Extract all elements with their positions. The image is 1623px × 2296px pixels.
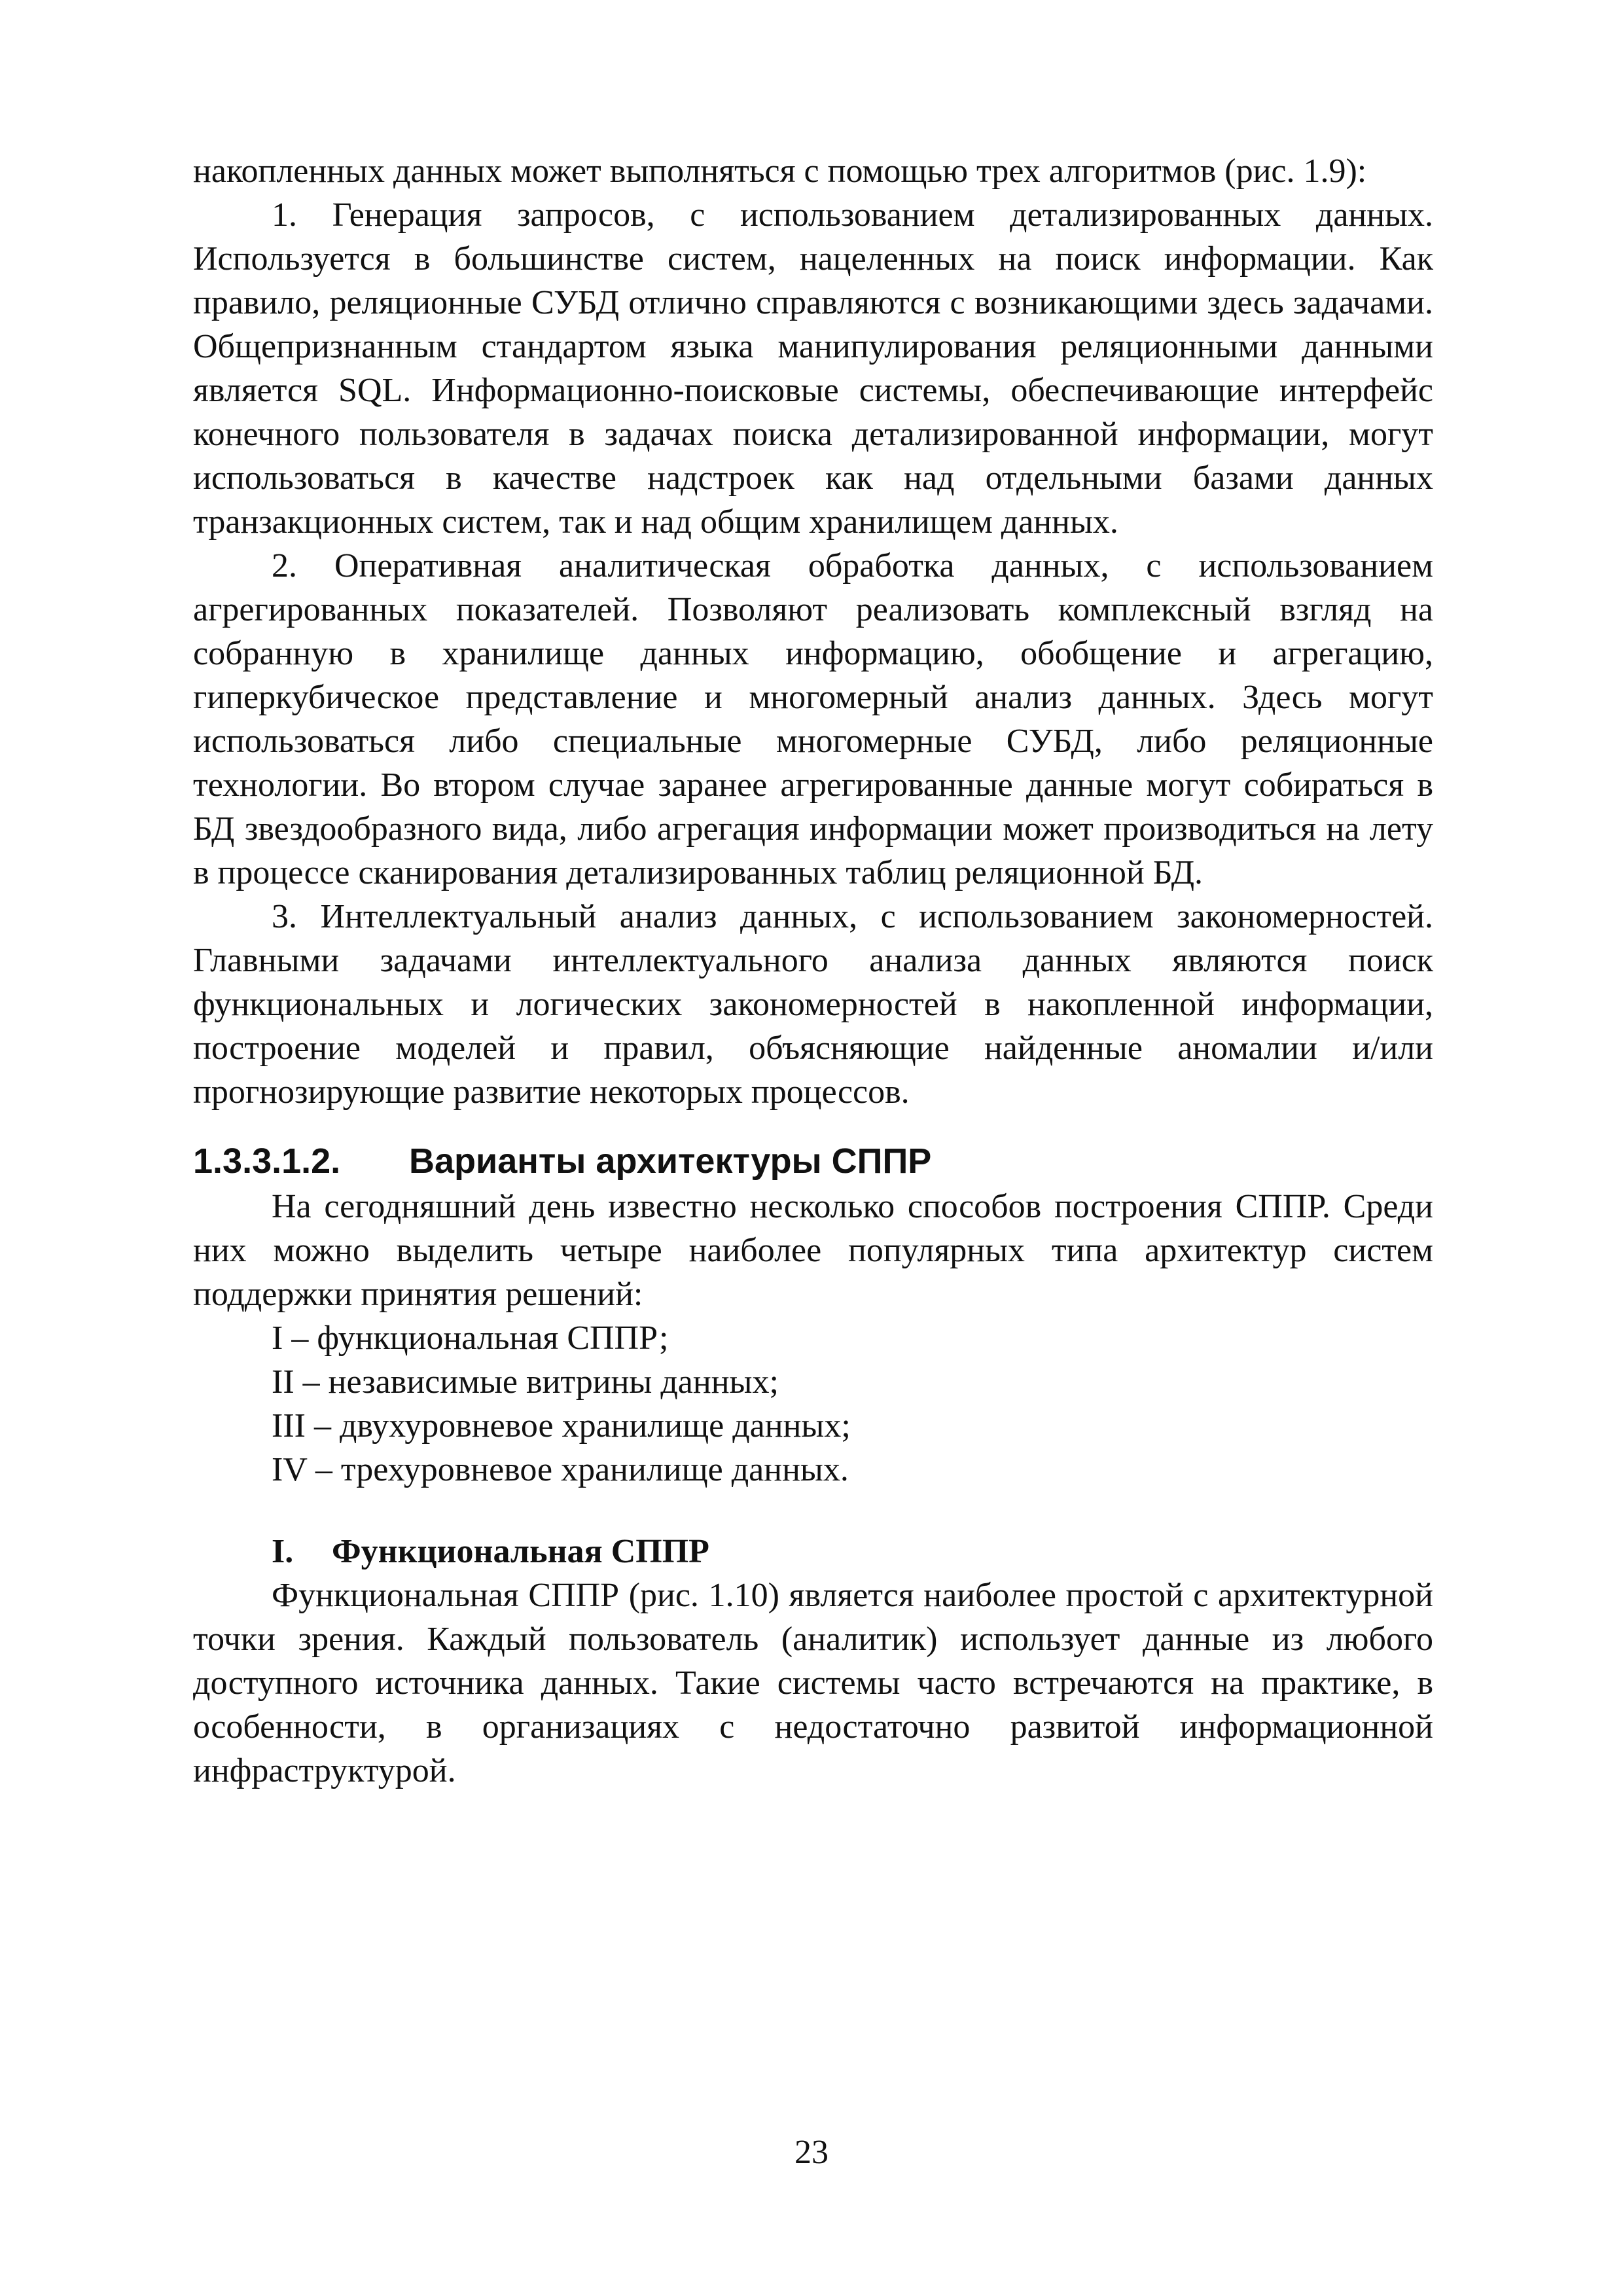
intro-paragraph: накопленных данных может выполняться с помощью трех алгоритмов (рис. 1.9):	[193, 152, 1367, 190]
page-content	[193, 149, 1433, 1793]
architecture-type-4: IV – трехуровневое хранилище данных.	[272, 1451, 849, 1488]
section-intro: На сегодняшний день известно несколько способов построения СППР. Среди них можно выделить четыре наиболее популярных типа архитектур систем поддержки принятия решений:	[193, 1188, 1433, 1313]
subsection-heading	[193, 1530, 1433, 1573]
section-title: Варианты архитектуры СППР	[409, 1141, 932, 1181]
list-item-2: 2. Оперативная аналитическая обработка данных, с использованием агрегированных показателей. Позволяют реализовать комплексный взгляд на собранную в хранилище данных информацию, обобщение и агрегацию, гиперкубическое представление и многомерный анализ данных. Здесь могут использоваться либо специальные многомерные СУБД, либо реляционные технологии. Во втором случае заранее агрегированные данные могут собираться в БД звездообразного вида, либо агрегация информации может производиться на лету в процессе сканирования детализированных таблиц реляционной БД.	[193, 547, 1433, 891]
subsection-title: Функциональная СППР	[332, 1533, 709, 1570]
list-item-3: 3. Интеллектуальный анализ данных, с использованием закономерностей. Главными задачами интеллектуального анализа данных являются поиск функциональных и логических закономерностей в накопленной информации, построение моделей и правил, объясняющие найденные аномалии и/или прогнозирующие развитие некоторых процессов.	[193, 898, 1433, 1111]
subsection-number: I.	[272, 1533, 294, 1570]
page-number: 23	[794, 2134, 829, 2171]
subsection-text: Функциональная СППР (рис. 1.10) является наиболее простой с архитектурной точки зрения. Каждый пользователь (аналитик) использует данные из любого доступного источника данных. Такие системы часто встречаются на практике, в особенности, в организациях с недостаточно развитой информационной инфраструктурой.	[193, 1577, 1433, 1789]
architecture-type-3: III – двухуровневое хранилище данных;	[272, 1407, 851, 1444]
section-heading	[193, 1138, 1433, 1185]
architecture-type-2: II – независимые витрины данных;	[272, 1363, 779, 1401]
list-item-1: 1. Генерация запросов, с использованием детализированных данных. Используется в большинстве систем, нацеленных на поиск информации. Как правило, реляционные СУБД отлично справляются с возникающими здесь задачами. Общепризнанным стандартом языка манипулирования реляционными данными является SQL. Информационно-поисковые системы, обеспечивающие интерфейс конечного пользователя в задачах поиска детализированной информации, могут использоваться в качестве надстроек как над отдельными базами данных транзакционных систем, так и над общим хранилищем данных.	[193, 196, 1433, 541]
architecture-type-1: I – функциональная СППР;	[272, 1319, 669, 1357]
section-number: 1.3.3.1.2.	[193, 1141, 341, 1181]
